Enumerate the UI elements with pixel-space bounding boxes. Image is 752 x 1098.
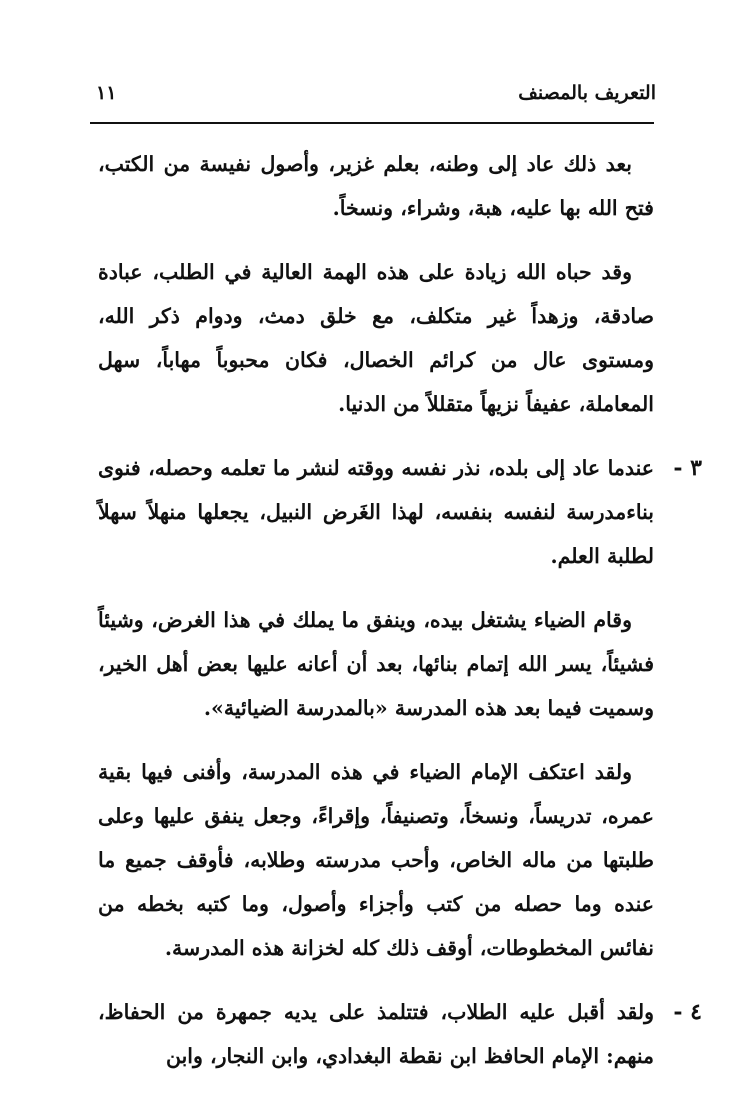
numbered-item-4 <box>98 990 702 1078</box>
item-number: ٤ - <box>673 999 702 1025</box>
item-number: ٣ - <box>673 455 702 481</box>
header-rule <box>90 122 654 124</box>
paragraph: ولقد اعتكف الإمام الضياء في هذه المدرسة، وأفنى فيها بقية عمره، تدريساً، ونسخاً، وتصنيفاً، وإقراءً، وجعل ينفق عليها وعلى طلبتها من ماله الخاص، وأحب مدرسته وطلابه، فأوقف جميع ما عنده وما حصله من كتب وأجزاء وأصول، وما كتبه بخطه من نفائس المخطوطات، أوقف ذلك كله لخزانة هذه المدرسة. <box>98 760 654 960</box>
numbered-item-3 <box>98 446 702 578</box>
paragraph: بعد ذلك عاد إلى وطنه، بعلم غزير، وأصول نفيسة من الكتب، فتح الله بها عليه، هبة، وشراء، ونسخاً. <box>98 152 654 220</box>
paragraph: وقد حباه الله زيادة على هذه الهمة العالية في الطلب، عبادة صادقة، وزهداً غير متكلف، مع خلق دمث، ودوام ذكر الله، ومستوى عال من كرائم الخصال، فكان محبوباً مهاباً، سهل المعاملة، عفيفاً نزيهاً متقللاً من الدنيا. <box>98 260 654 416</box>
paragraph: عندما عاد إلى بلده، نذر نفسه ووقته لنشر ما تعلمه وحصله، فنوى بناءمدرسة لنفسه بنفسه، لهذا الغَرض النبيل، يجعلها منهلاً سهلاً لطلبة العلم. <box>98 456 654 568</box>
paragraph: وقام الضياء يشتغل بيده، وينفق ما يملك في هذا الغرض، وشيئاً فشيئاً، يسر الله إتمام بنائها، بعد أن أعانه عليها بعض أهل الخير، وسميت فيما بعد هذه المدرسة «بالمدرسة الضيائية». <box>98 608 654 720</box>
running-title: التعريف بالمصنف <box>518 82 656 104</box>
running-header <box>96 82 656 116</box>
paragraph: ولقد أقبل عليه الطلاب، فتتلمذ على يديه جمهرة من الحفاظ، منهم: الإمام الحافظ ابن نقطة البغدادي، وابن النجار، وابن <box>98 1000 654 1068</box>
page-number: ١١ <box>96 82 117 104</box>
page-body <box>98 142 702 1098</box>
